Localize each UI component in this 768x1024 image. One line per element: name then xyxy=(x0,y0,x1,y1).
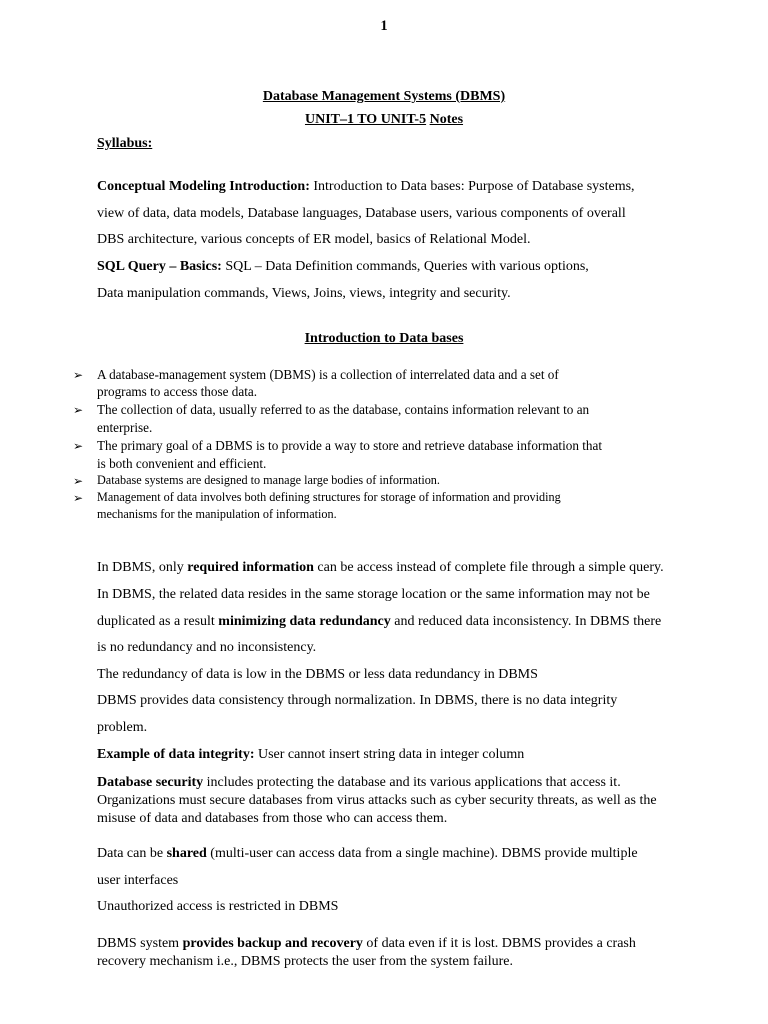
bold-run: Database security xyxy=(97,775,204,790)
paragraph-security-line-2: Organizations must secure databases from virus attacks such as cyber security threats, as well as the xyxy=(97,793,657,808)
text-run: DBMS system xyxy=(97,936,183,951)
bullet-3-line-2: is both convenient and efficient. xyxy=(97,456,267,471)
bullet-5-line-1: Management of data involves both defining structures for storage of information and providing xyxy=(97,490,561,504)
subtitle-unit: UNIT–1 TO UNIT-5 xyxy=(304,112,427,127)
paragraph-required-information xyxy=(97,560,664,576)
syllabus-label: Syllabus: xyxy=(97,136,153,151)
arrow-bullet-icon: ➢ xyxy=(73,474,84,488)
text-run: User cannot insert string data in integer column xyxy=(254,747,525,762)
text-run: (multi-user can access data from a single machine). DBMS provide multiple xyxy=(206,846,638,861)
section-heading: Introduction to Data bases xyxy=(304,331,464,346)
text-run: Data can be xyxy=(97,846,167,861)
paragraph-consistency-line-1: DBMS provides data consistency through normalization. In DBMS, there is no data integrity xyxy=(97,693,618,708)
page-number: 1 xyxy=(380,18,388,34)
syllabus-item-2-heading: SQL Query – Basics: xyxy=(97,259,222,274)
syllabus-item-1-line-2: view of data, data models, Database languages, Database users, various components of overall xyxy=(97,206,626,221)
syllabus-item-1-line-3: DBS architecture, various concepts of ER model, basics of Relational Model. xyxy=(97,232,531,247)
bullet-1-line-2: programs to access those data. xyxy=(97,384,258,399)
syllabus-item-1-heading: Conceptual Modeling Introduction: xyxy=(97,179,310,194)
paragraph-consistency-line-2: problem. xyxy=(97,720,148,735)
syllabus-item-2-line-2: Data manipulation commands, Views, Joins, views, integrity and security. xyxy=(97,286,511,301)
text-run: of data even if it is lost. DBMS provides a crash xyxy=(362,936,636,951)
syllabus-item-1-line-1 xyxy=(97,179,635,195)
bullet-2-line-1: The collection of data, usually referred to as the database, contains information relevant to an xyxy=(97,402,590,417)
bullet-3-line-1: The primary goal of a DBMS is to provide a way to store and retrieve database information that xyxy=(97,438,603,453)
text-run: In DBMS, only xyxy=(97,560,188,575)
paragraph-redundancy-line-1: In DBMS, the related data resides in the same storage location or the same information may not be xyxy=(97,587,650,602)
bullet-1-line-1: A database-management system (DBMS) is a collection of interrelated data and a set of xyxy=(97,367,559,382)
paragraph-security-line-1 xyxy=(97,774,621,791)
paragraph-redundancy-low: The redundancy of data is low in the DBMS or less data redundancy in DBMS xyxy=(97,667,538,682)
text-run: includes protecting the database and its various applications that access it. xyxy=(203,775,621,790)
syllabus-item-2-line-1 xyxy=(97,259,589,275)
syllabus-item-1-text: Introduction to Data bases: Purpose of Database systems, xyxy=(309,179,635,194)
paragraph-backup-line-2: recovery mechanism i.e., DBMS protects the user from the system failure. xyxy=(97,954,513,969)
bold-run: required information xyxy=(187,560,314,575)
bold-run: shared xyxy=(166,846,207,861)
title-text: Database Management Systems (DBMS) xyxy=(262,89,506,104)
paragraph-backup-line-1 xyxy=(97,935,636,952)
bold-run: provides backup and recovery xyxy=(182,936,363,951)
document-title xyxy=(0,89,768,105)
paragraph-unauthorized-access: Unauthorized access is restricted in DBMS xyxy=(97,899,339,914)
paragraph-shared-line-2: user interfaces xyxy=(97,873,179,888)
document-subtitle xyxy=(0,112,768,128)
text-run: can be access instead of complete file through a simple query. xyxy=(313,560,664,575)
bullet-4-line-1: Database systems are designed to manage large bodies of information. xyxy=(97,473,440,487)
paragraph-security-line-3: misuse of data and databases from those who can access them. xyxy=(97,811,448,826)
bullet-5-line-2: mechanisms for the manipulation of information. xyxy=(97,507,337,521)
arrow-bullet-icon: ➢ xyxy=(73,491,84,505)
bullet-2-line-2: enterprise. xyxy=(97,420,153,435)
arrow-bullet-icon: ➢ xyxy=(73,439,84,453)
arrow-bullet-icon: ➢ xyxy=(73,368,84,382)
arrow-bullet-icon: ➢ xyxy=(73,403,84,417)
text-run: and reduced data inconsistency. In DBMS there xyxy=(390,614,662,629)
paragraph-redundancy-line-2 xyxy=(97,614,661,630)
paragraph-integrity-example xyxy=(97,747,524,763)
paragraph-redundancy-line-3: is no redundancy and no inconsistency. xyxy=(97,640,317,655)
text-run: duplicated as a result xyxy=(97,614,219,629)
subtitle-notes: Notes xyxy=(429,112,464,127)
syllabus-item-2-text: SQL – Data Definition commands, Queries with various options, xyxy=(221,259,589,274)
bold-run: Example of data integrity: xyxy=(97,747,255,762)
paragraph-shared-line-1 xyxy=(97,846,638,862)
bold-run: minimizing data redundancy xyxy=(218,614,391,629)
